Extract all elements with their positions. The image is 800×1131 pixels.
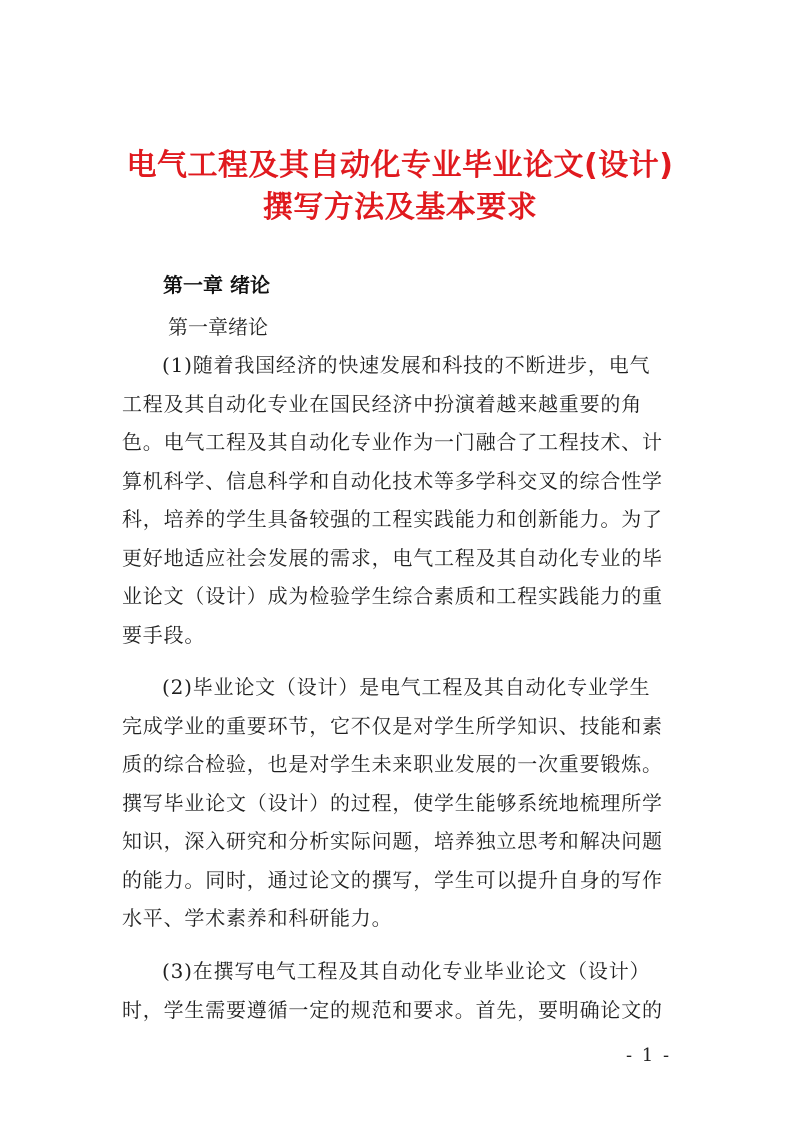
paragraph-line: 科，培养的学生具备较强的工程实践能力和创新能力。为了 [122, 507, 663, 531]
paragraph-line: 更好地适应社会发展的需求，电气工程及其自动化专业的毕 [122, 545, 663, 570]
paragraph-line: 工程及其自动化专业在国民经济中扮演着越来越重要的角 [122, 391, 642, 416]
paragraph-line: (2)毕业论文（设计）是电气工程及其自动化专业学生 [162, 675, 651, 699]
paragraph-line: (3)在撰写电气工程及其自动化专业毕业论文（设计） [162, 959, 651, 983]
paragraph-line: (1)随着我国经济的快速发展和科技的不断进步，电气 [162, 353, 651, 377]
paragraph-line: 业论文（设计）成为检验学生综合素质和工程实践能力的重 [122, 584, 663, 608]
paragraph-line: 的能力。同时，通过论文的撰写，学生可以提升自身的写作 [122, 867, 663, 892]
paragraph-line: 质的综合检验，也是对学生未来职业发展的一次重要锻炼。 [122, 752, 663, 776]
paragraph-line: 算机科学、信息科学和自动化技术等多学科交叉的综合性学 [122, 468, 663, 493]
paragraph-1 [122, 346, 682, 654]
page-number: - 1 - [626, 1045, 672, 1066]
paragraph-3 [122, 952, 682, 1029]
paragraph-line: 要手段。 [122, 622, 206, 647]
paragraph-line: 色。电气工程及其自动化专业作为一门融合了工程技术、计 [122, 430, 663, 454]
paragraph-line: 完成学业的重要环节，它不仅是对学生所学知识、技能和素 [122, 713, 663, 738]
paragraph-line: 水平、学术素养和科研能力。 [122, 906, 393, 930]
document-title-line-1: 电气工程及其自动化专业毕业论文(设计) [126, 148, 674, 183]
chapter-subheading: 第一章绪论 [168, 315, 268, 339]
paragraph-line: 时，学生需要遵循一定的规范和要求。首先，要明确论文的 [122, 997, 663, 1022]
paragraph-line: 撰写毕业论文（设计）的过程，使学生能够系统地梳理所学 [122, 790, 663, 815]
paragraph-line: 知识，深入研究和分析实际问题，培养独立思考和解决问题 [122, 829, 663, 853]
paragraph-2 [122, 668, 682, 938]
document-title-line-2: 撰写方法及基本要求 [262, 190, 538, 225]
chapter-heading: 第一章 绪论 [163, 273, 270, 297]
